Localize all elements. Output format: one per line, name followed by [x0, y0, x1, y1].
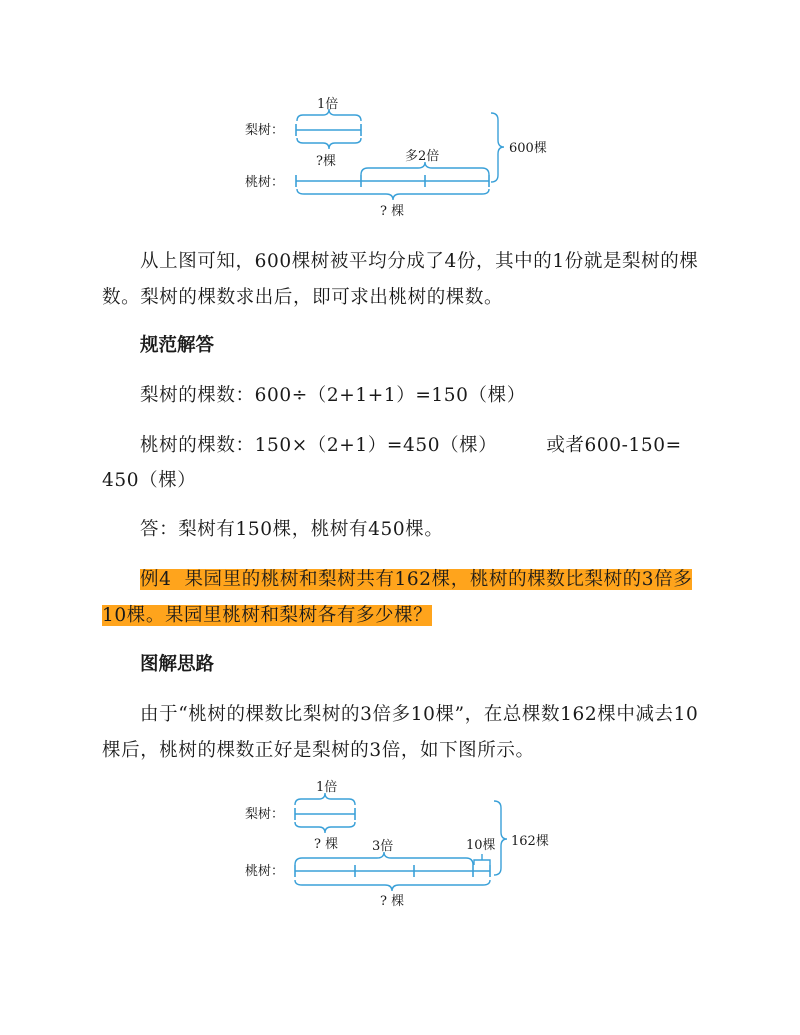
- fig2-pear-top-brace: [295, 793, 355, 805]
- fig1-peach-unknown: ? 棵: [380, 204, 405, 219]
- fig1-total-label: 600棵: [509, 141, 547, 156]
- fig2-peach-bottom-brace: [295, 880, 490, 891]
- thinking-text: 由于“桃树的棵数比梨树的3倍多10棵”，在总棵数162棵中减去10棵后，桃树的棵数正好是梨树的3倍，如下图所示。: [102, 704, 699, 761]
- fig2-three-times-label: 3倍: [372, 839, 394, 854]
- fig2-three-brace: [295, 852, 473, 865]
- thinking-heading: 图解思路: [140, 654, 215, 675]
- solution-peach-cont: 450（棵）: [102, 470, 197, 491]
- example-4-label: 例4: [140, 569, 172, 590]
- fig1-pear-unknown: ?棵: [316, 154, 336, 169]
- fig1-total-brace: [491, 113, 504, 182]
- figure-1-diagram: [0, 0, 800, 230]
- fig1-peach-bottom-brace: [297, 189, 489, 200]
- example-4-text: 果园里的桃树和梨树共有162棵，桃树的棵数比梨树的3倍多10棵。果园里桃树和梨树各有多少棵？: [102, 569, 693, 626]
- fig2-ten-label: 10棵: [466, 838, 496, 853]
- fig2-ten-brace: [474, 854, 490, 865]
- fig1-pear-label: 梨树：: [245, 123, 285, 138]
- solution-peach-part1: 桃树的棵数：150×（2+1）=450（棵）: [140, 435, 498, 456]
- fig1-pear-bottom-brace: [297, 138, 361, 149]
- fig2-pear-unknown: ? 棵: [314, 837, 339, 852]
- fig2-total-brace: [494, 801, 507, 875]
- fig2-pear-bottom-brace: [295, 822, 355, 833]
- fig1-peach-label: 桃树：: [245, 175, 285, 190]
- fig2-peach-label: 桃树：: [245, 864, 285, 879]
- solution-peach: [102, 428, 702, 464]
- fig1-more-two-times-label: 多2倍: [405, 149, 440, 164]
- fig1-one-times-label: 1倍: [317, 97, 339, 112]
- fig1-more-brace: [361, 162, 489, 175]
- explanation-text: 从上图可知，600棵树被平均分成了4份，其中的1份就是梨树的棵数。梨树的棵数求出后，即可求出桃树的棵数。: [102, 251, 699, 308]
- fig2-pear-label: 梨树：: [245, 807, 285, 822]
- solution-peach-part2: 或者600-150=: [546, 435, 682, 456]
- fig1-pear-top-brace: [297, 109, 361, 121]
- fig2-one-times-label: 1倍: [316, 780, 338, 795]
- fig2-total-label: 162棵: [511, 834, 549, 849]
- example-4: [102, 562, 702, 634]
- answer-text: 答：梨树有150棵，桃树有450棵。: [140, 519, 444, 540]
- solution-heading: 规范解答: [140, 335, 215, 356]
- fig2-peach-unknown: ? 棵: [380, 894, 405, 909]
- solution-pear: 梨树的棵数：600÷（2+1+1）=150（棵）: [140, 385, 526, 406]
